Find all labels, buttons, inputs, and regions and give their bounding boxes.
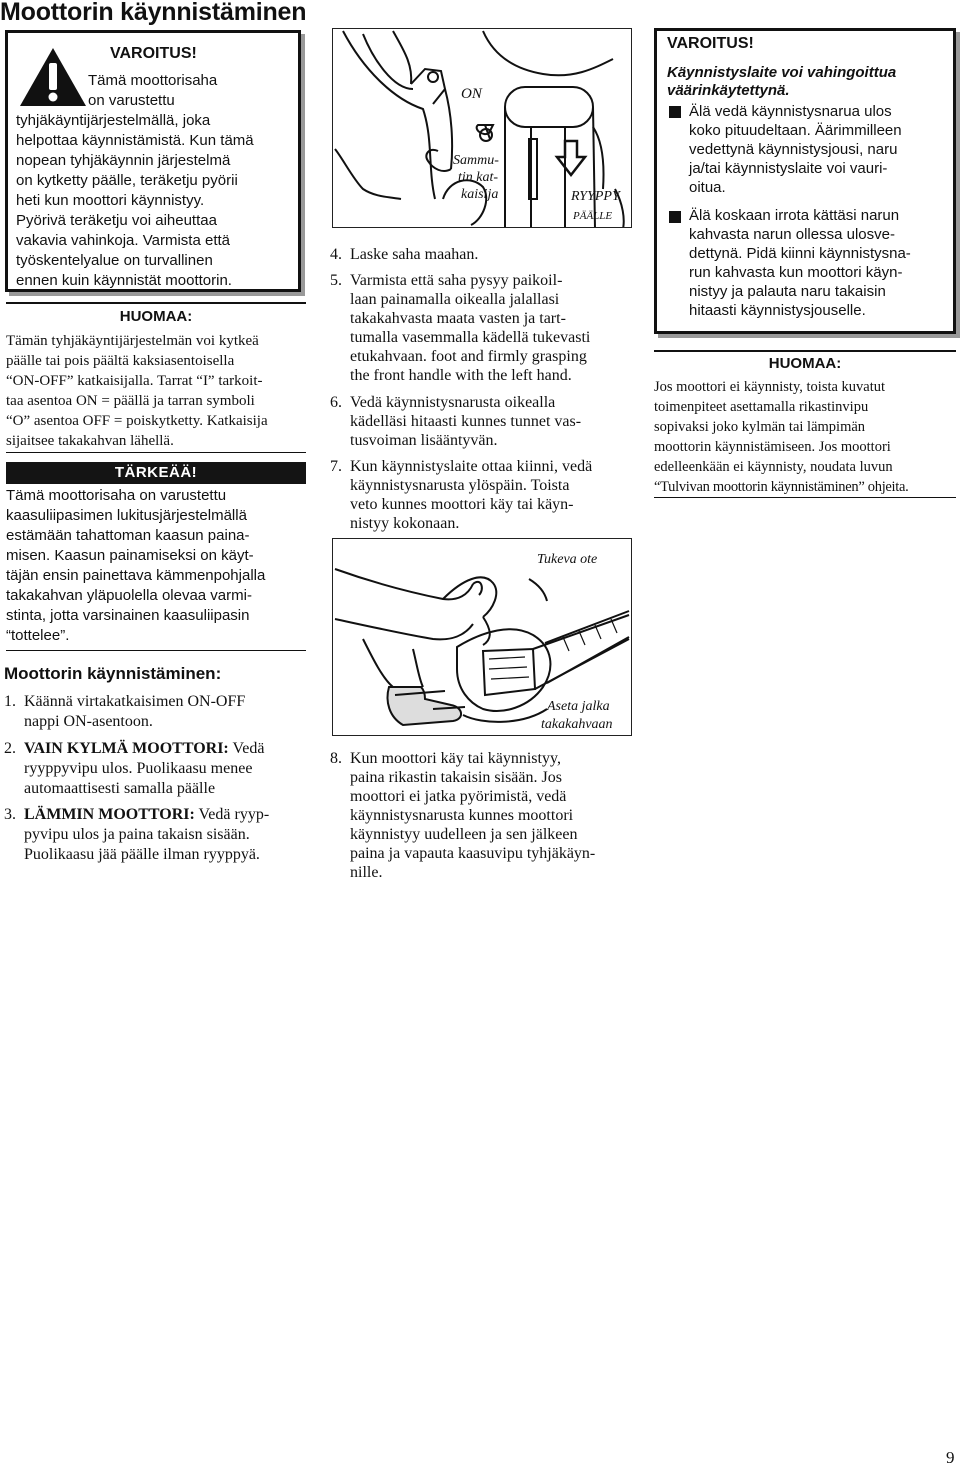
warning-subheading-line: Käynnistyslaite voi vahingoittua <box>667 64 897 81</box>
step-number: 1. <box>4 693 16 710</box>
note-heading: HUOMAA: <box>6 302 306 325</box>
warning-text-line: helpottaa käynnistämistä. Kun tämä <box>16 132 254 149</box>
important-heading <box>6 462 306 484</box>
note-text-line: moottorin käynnistämiseen. Jos moottori <box>654 439 891 455</box>
step-text-line: Vedä käynnistysnarusta oikealla <box>350 394 556 411</box>
step-text-line: pyvipu ulos ja paina takaisn sisään. <box>24 826 250 843</box>
step-text-line: kädelläsi hitaasti kunnes tunnet vas- <box>350 413 582 430</box>
warning-triangle-icon <box>18 45 88 109</box>
foot-label-line: Aseta jalka <box>547 699 610 714</box>
warning-bullet-line: oitua. <box>689 179 726 196</box>
step-number: 2. <box>4 740 16 757</box>
step-text-line: veto kunnes moottori käy tai käyn- <box>350 496 574 513</box>
step-text-line: the front handle with the left hand. <box>350 367 572 384</box>
step-text-line: Kun moottori käy tai käynnistyy, <box>350 750 561 767</box>
warning-bullet-line: ja/tai käynnistyslaite voi vauri- <box>689 160 888 177</box>
warning-text-line: Pyörivä teräketju voi aiheuttaa <box>16 212 217 229</box>
important-text-line: “tottelee”. <box>6 627 70 644</box>
foot-label-line: takakahvaan <box>541 717 613 732</box>
important-text-line: stinta, jotta varsinainen kaasuliipasin <box>6 607 250 624</box>
note-text-line: taa asentoa ON = päällä ja tarran symboli <box>6 393 255 409</box>
step-text-line: nille. <box>350 864 383 881</box>
step-text-line: tusvoiman lisääntyvän. <box>350 432 498 449</box>
switch-label-line: Sammu- <box>453 153 499 168</box>
step-text-line: paina rikastin takaisin sisään. Jos <box>350 769 562 786</box>
note-text-line: “O” asentoa OFF = poiskytketty. Katkaisija <box>6 413 268 429</box>
warning-text-line: työskentelyalue on turvallinen <box>16 252 213 269</box>
switch-label-line: tin kat- <box>458 170 499 185</box>
warning-bullet-line: kahvasta narun ollessa ulosve- <box>689 226 895 243</box>
step-text-line: käynnistysnarusta ylöspäin. Toista <box>350 477 570 494</box>
warning-text-line: vakavia vahinkoja. Varmista että <box>16 232 230 249</box>
warning-text-line: on kytketty päälle, teräketju pyörii <box>16 172 238 189</box>
step-text-line: automaattisesti samalla päälle <box>24 780 216 797</box>
warning-text-line: ennen kuin käynnistät moottorin. <box>16 272 232 289</box>
step-number: 5. <box>330 272 342 289</box>
choke-label: RYYPPY <box>571 189 620 204</box>
step-text-line: Varmista että saha pysyy paikoil- <box>350 272 563 289</box>
step-text-line: paina ja vapauta kaasuvipu tyhjäkäyn- <box>350 845 596 862</box>
starting-position-illustration <box>332 538 632 736</box>
warning-bullet-line: Älä vedä käynnistysnarua ulos <box>689 103 892 120</box>
step-text-line: käynnistysnarusta kunnes moottori <box>350 807 574 824</box>
note-text-line: Tämän tyhjäkäyntijärjestelmän voi kytkeä <box>6 333 259 349</box>
important-text-line: misen. Kaasun painamiseksi on käyt- <box>6 547 254 564</box>
procedure-heading: Moottorin käynnistäminen: <box>4 664 222 683</box>
step-number: 4. <box>330 246 342 263</box>
page-title: Moottorin käynnistäminen <box>0 0 307 26</box>
warning-bullet-line: koko pituudeltaan. Äärimmilleen <box>689 122 902 139</box>
warning-heading: VAROITUS! <box>667 35 754 52</box>
page-number: 9 <box>946 1448 955 1467</box>
warning-bullet-line: dettynä. Pidä kiinni käynnistysna- <box>689 245 911 262</box>
step-text-line: etukahvaan. foot and firmly grasping <box>350 348 587 365</box>
note-text-line: “Tulvivan moottorin käynnistäminen” ohjeita. <box>654 479 909 495</box>
warning-bullet-line: run kahvasta kun moottori käyn- <box>689 264 903 281</box>
step-text: Vedä ryyp- <box>194 806 270 823</box>
note-text-line: edelleenkään ei käynnisty, noudata luvun <box>654 459 893 475</box>
important-text-line: kaasuliipasimen lukitusjärjestelmällä <box>6 507 247 524</box>
important-text-line: Tämä moottorisaha on varustettu <box>6 487 227 504</box>
step-number: 8. <box>330 750 342 767</box>
step-bold-label: VAIN KYLMÄ MOOTTORI: <box>24 740 229 757</box>
warning-text-line: nopean tyhjäkäynnin järjestelmä <box>16 152 231 169</box>
note-heading: HUOMAA: <box>654 350 956 372</box>
divider <box>654 497 956 498</box>
step-number: 7. <box>330 458 342 475</box>
note-text-line: “ON-OFF” katkaisijalla. Tarrat “I” tarkoit- <box>6 373 263 389</box>
step-text-line: Puolikaasu jää päälle ilman ryyppyä. <box>24 846 260 863</box>
note-text-line: toimenpiteet asettamalla rikastinvipu <box>654 399 869 415</box>
divider <box>6 452 306 453</box>
step-text-line: tumalla vasemmalla kädellä tukevasti <box>350 329 591 346</box>
step-text-line: takakahvasta maata vasten ja tart- <box>350 310 566 327</box>
step-text-line: Käännä virtakatkaisimen ON-OFF <box>24 693 246 710</box>
warning-box <box>654 28 956 334</box>
warning-bullet-line: nistyy ja palauta naru takaisin <box>689 283 886 300</box>
step-number: 3. <box>4 806 16 823</box>
warning-text-line: heti kun moottori käynnistyy. <box>16 192 205 209</box>
step-text-line: Laske saha maahan. <box>350 246 479 263</box>
note-text-line: sopivaksi joko kylmän tai lämpimän <box>654 419 866 435</box>
step-text-line: moottori ei jatka pyörimistä, vedä <box>350 788 567 805</box>
important-text-line: takakahvan yläpuolella olevaa varmi- <box>6 587 252 604</box>
step-bold-label: LÄMMIN MOOTTORI: <box>24 806 195 823</box>
warning-text-line: Tämä moottorisaha <box>88 72 218 89</box>
important-text-line: estämään tahattoman kaasun paina- <box>6 527 250 544</box>
important-text-line: täjän ensin painettava kämmenpohjalla <box>6 567 266 584</box>
step-text-line <box>24 739 264 759</box>
choke-label: PÄÄLLE <box>573 210 613 222</box>
warning-bullet-line: vedettynä käynnistysjousi, naru <box>689 141 898 158</box>
on-label: ON <box>461 86 482 102</box>
important-heading-text: TÄRKEÄÄ! <box>114 464 198 481</box>
divider <box>6 650 306 651</box>
step-text-line: nistyy kokonaan. <box>350 515 460 532</box>
bullet-square-icon <box>669 211 681 223</box>
step-text-line: laan painamalla oikealla jalallasi <box>350 291 560 308</box>
warning-text-line: tyhjäkäyntijärjestelmällä, joka <box>16 112 211 129</box>
step-text-line: ryyppyvipu ulos. Puolikaasu menee <box>24 760 253 777</box>
switch-label-line: kaisija <box>461 187 499 202</box>
grip-label: Tukeva ote <box>537 552 598 567</box>
warning-bullet-line: Älä koskaan irrota kättäsi narun <box>689 207 900 224</box>
step-text-line: nappi ON-asentoon. <box>24 713 153 730</box>
note-text-line: sijaitsee takakahvan lähellä. <box>6 433 174 449</box>
note-text-line: Jos moottori ei käynnisty, toista kuvatut <box>654 379 886 395</box>
warning-bullet-line: hitaasti käynnistysjouselle. <box>689 302 866 319</box>
warning-heading: VAROITUS! <box>110 45 197 62</box>
step-text-line: käynnistyy uudelleen ja sen jälkeen <box>350 826 578 843</box>
bullet-square-icon <box>669 106 681 118</box>
step-number: 6. <box>330 394 342 411</box>
warning-text-line: on varustettu <box>88 92 175 109</box>
warning-box <box>5 30 301 292</box>
switch-illustration <box>332 28 632 228</box>
step-text-line <box>24 805 269 825</box>
warning-subheading-line: väärinkäytettynä. <box>667 82 790 99</box>
step-text-line: Kun käynnistyslaite ottaa kiinni, vedä <box>350 458 593 475</box>
step-text: Vedä <box>228 740 265 757</box>
note-text-line: päälle tai pois päältä kaksiasentoisella <box>6 353 235 369</box>
